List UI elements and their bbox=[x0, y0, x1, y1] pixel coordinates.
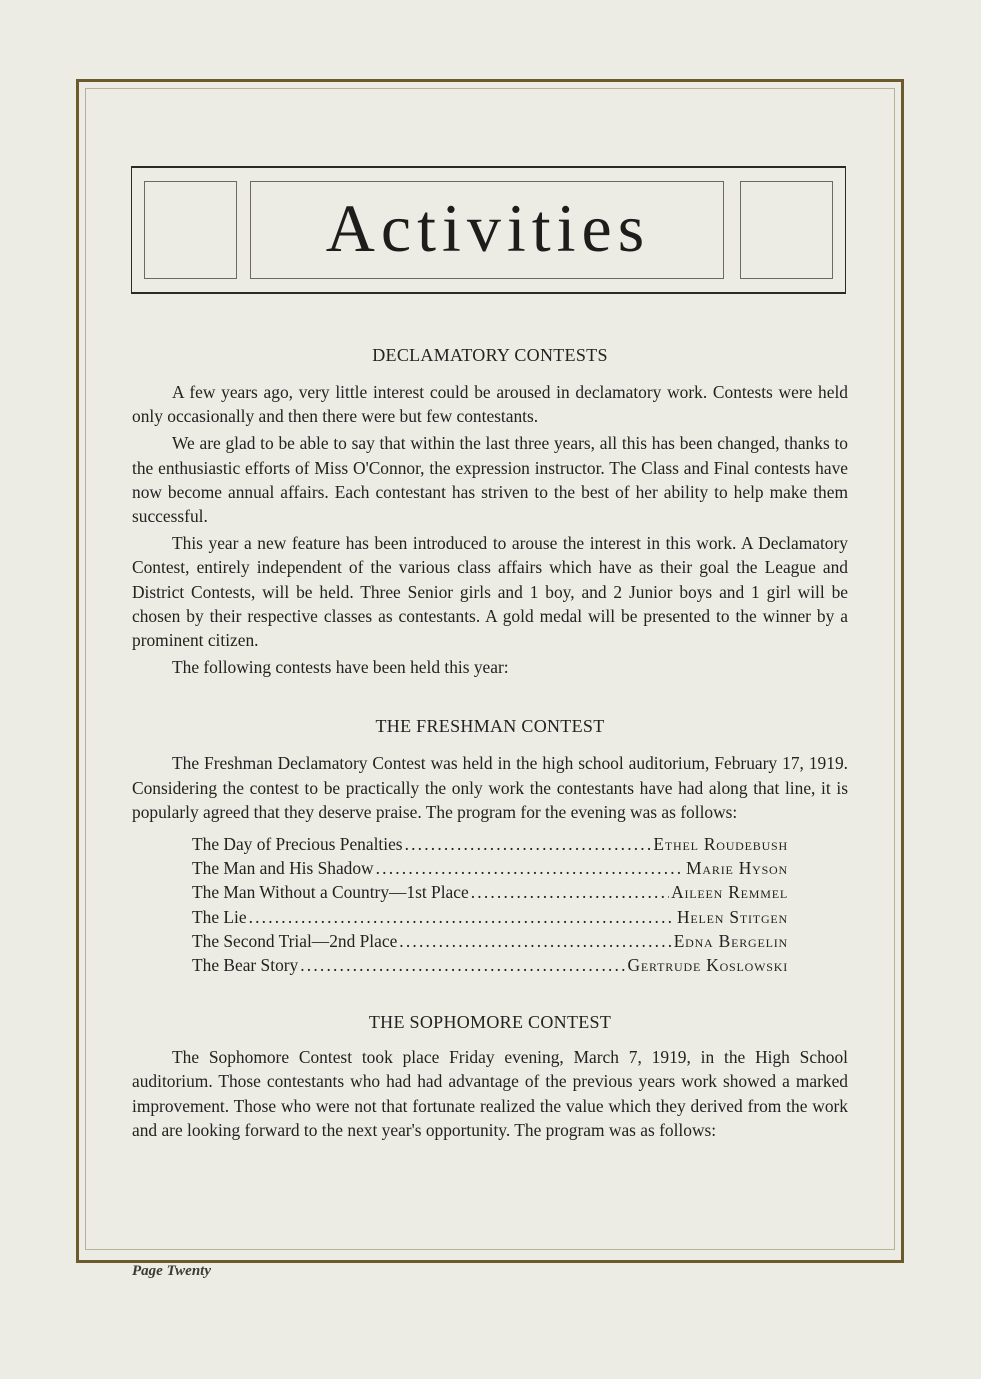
program-contestant: Aileen Remmel bbox=[671, 882, 788, 903]
title-box-right-panel bbox=[740, 181, 833, 279]
paragraph: A few years ago, very little interest could be aroused in declamatory work. Contests were held only occasionally and then there were but few contestants. bbox=[132, 382, 848, 427]
section-title-declamatory: DECLAMATORY CONTESTS bbox=[372, 345, 608, 365]
section-title-sophomore: THE SOPHOMORE CONTEST bbox=[368, 1012, 612, 1033]
title-box-left-panel bbox=[144, 181, 237, 279]
leader-dots bbox=[300, 953, 625, 977]
paragraph: The Freshman Declamatory Contest was held in the high school auditorium, February 17, 1919. Considering the contest to be practically the only work the contestants have had along that line, it is popularly agreed that they deserve praise. The program for the evening was as follows: bbox=[132, 753, 848, 822]
program-contestant: Edna Bergelin bbox=[673, 930, 788, 951]
program-row bbox=[192, 856, 788, 880]
paragraph: This year a new feature has been introduced to arouse the interest in this work. A Declamatory Contest, entirely independent of the various class affairs which have as their goal the League and District Contests, will be held. Three Senior girls and 1 boy, and 2 Junior boys and 1 girl will be chosen by their respective classes as contestants. A gold medal will be presented to the winner by a prominent citizen. bbox=[132, 533, 848, 651]
paragraph: The following contests have been held this year: bbox=[172, 657, 509, 678]
paragraph: We are glad to be able to say that within the last three years, all this has been changed, thanks to the enthusiastic efforts of Miss O'Connor, the expression instructor. The Class and Final contests have now become annual affairs. Each contestant has striven to the best of her ability to help make them successful. bbox=[132, 433, 848, 527]
program-title: The Man and His Shadow bbox=[192, 858, 374, 879]
leader-dots bbox=[399, 929, 671, 953]
program-contestant: Marie Hyson bbox=[686, 858, 788, 879]
program-contestant: Gertrude Koslowski bbox=[627, 954, 788, 975]
section-title-freshman: THE FRESHMAN CONTEST bbox=[375, 716, 605, 737]
program-row bbox=[192, 953, 788, 977]
leader-dots bbox=[249, 905, 675, 929]
program-title: The Second Trial—2nd Place bbox=[192, 930, 398, 951]
program-row bbox=[192, 905, 788, 929]
program-row bbox=[192, 929, 788, 953]
program-contestant: Ethel Roudebush bbox=[653, 834, 788, 855]
page-title: Activities bbox=[325, 190, 651, 266]
main-content bbox=[132, 342, 848, 1142]
leader-dots bbox=[376, 856, 685, 880]
leader-dots bbox=[471, 880, 669, 904]
program-title: The Man Without a Country—1st Place bbox=[192, 882, 469, 903]
leader-dots bbox=[405, 832, 652, 856]
program-title: The Day of Precious Penalties bbox=[192, 834, 403, 855]
program-title: The Lie bbox=[192, 906, 247, 927]
program-contestant: Helen Stitgen bbox=[677, 906, 788, 927]
program-title: The Bear Story bbox=[192, 954, 299, 975]
program-row bbox=[192, 832, 788, 856]
program-row bbox=[192, 880, 788, 904]
page-number: Page Twenty bbox=[132, 1263, 212, 1279]
freshman-program bbox=[192, 832, 788, 977]
paragraph: The Sophomore Contest took place Friday evening, March 7, 1919, in the High School auditorium. Those contestants who had had advantage of the previous years work showed a marked improvement. Those who were not that fortunate realized the value which they derived from the work and are looking forward to the next year's opportunity. The program was as follows: bbox=[132, 1047, 848, 1140]
